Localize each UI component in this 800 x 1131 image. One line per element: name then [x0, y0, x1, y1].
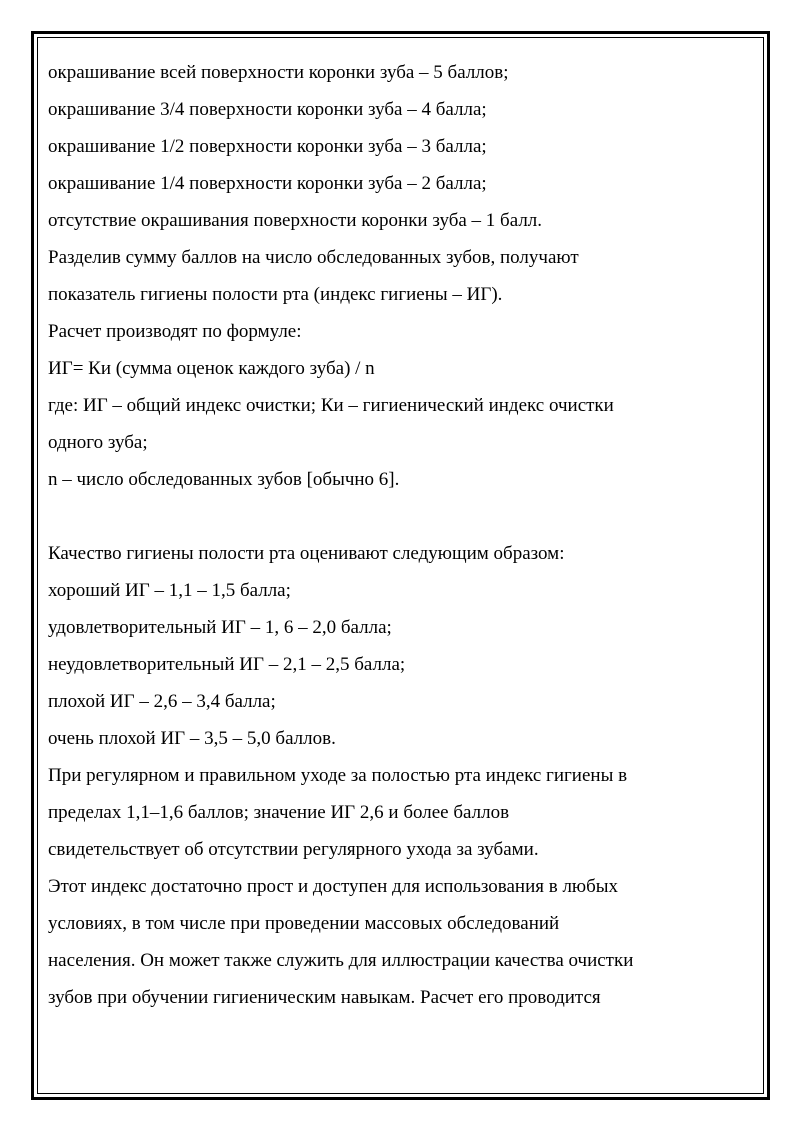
text-line: очень плохой ИГ – 3,5 – 5,0 баллов. [48, 728, 336, 749]
text-line: плохой ИГ – 2,6 – 3,4 балла; [48, 691, 276, 712]
text-line: n – число обследованных зубов [обычно 6]. [48, 469, 400, 490]
text-line: удовлетворительный ИГ – 1, 6 – 2,0 балла; [48, 617, 392, 638]
text-line: Этот индекс достаточно прост и доступен для использования в любых [48, 876, 619, 897]
text-line: зубов при обучении гигиеническим навыкам. Расчет его проводится [48, 987, 601, 1008]
blank-line [48, 498, 748, 535]
text-line: Качество гигиены полости рта оценивают следующим образом: [48, 543, 565, 564]
text-line: отсутствие окрашивания поверхности коронки зуба – 1 балл. [48, 210, 543, 231]
text-line: условиях, в том числе при проведении массовых обследований [48, 913, 560, 934]
text-line: свидетельствует об отсутствии регулярного ухода за зубами. [48, 839, 539, 860]
text-line: населения. Он может также служить для иллюстрации качества очистки [48, 950, 634, 971]
document-body [48, 54, 748, 1016]
text-line: окрашивание 3/4 поверхности коронки зуба – 4 балла; [48, 99, 487, 120]
text-line: где: ИГ – общий индекс очистки; Ки – гигиенический индекс очистки [48, 395, 614, 416]
text-line: окрашивание всей поверхности коронки зуба – 5 баллов; [48, 62, 509, 83]
text-line: Расчет производят по формуле: [48, 321, 302, 342]
text-line: показатель гигиены полости рта (индекс гигиены – ИГ). [48, 284, 503, 305]
text-line: хороший ИГ – 1,1 – 1,5 балла; [48, 580, 291, 601]
text-line: неудовлетворительный ИГ – 2,1 – 2,5 балла; [48, 654, 406, 675]
text-line: окрашивание 1/4 поверхности коронки зуба – 2 балла; [48, 173, 487, 194]
text-line: пределах 1,1–1,6 баллов; значение ИГ 2,6 и более баллов [48, 802, 510, 823]
text-line: При регулярном и правильном уходе за полостью рта индекс гигиены в [48, 765, 628, 786]
text-line: окрашивание 1/2 поверхности коронки зуба – 3 балла; [48, 136, 487, 157]
text-line: одного зуба; [48, 432, 148, 453]
text-line: Разделив сумму баллов на число обследованных зубов, получают [48, 247, 579, 268]
formula-line: ИГ= Ки (сумма оценок каждого зуба) / n [48, 358, 375, 379]
